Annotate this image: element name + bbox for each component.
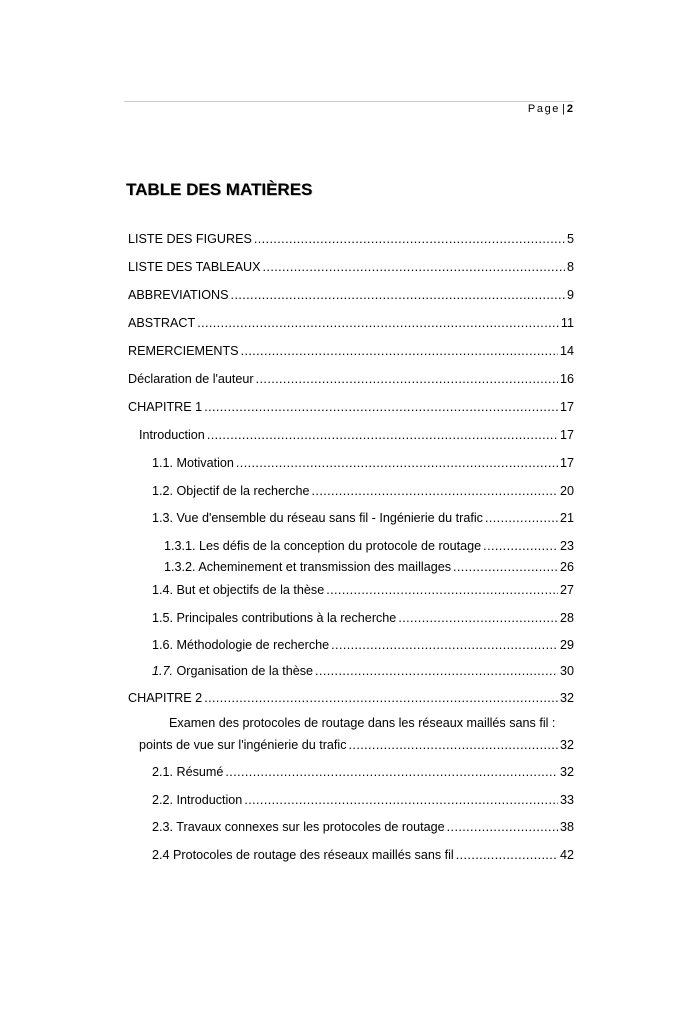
toc-entry-2-2[interactable]: 2.2. Introduction ..... 33 bbox=[152, 793, 574, 808]
section-number: 1.7. bbox=[152, 664, 174, 678]
dot-leader bbox=[256, 372, 558, 387]
dot-leader bbox=[241, 344, 558, 359]
toc-entry-line-1: Examen des protocoles de routage dans les réseaux maillés sans fil : bbox=[169, 716, 556, 730]
toc-entry-liste-des-tableaux[interactable]: LISTE DES TABLEAUX ..... 8 bbox=[128, 260, 574, 275]
toc-entry-1-3[interactable]: 1.3. Vue d'ensemble du réseau sans fil - Ingénierie du trafic ..... 21 bbox=[152, 511, 574, 526]
toc-title: TABLE DES MATIÈRES bbox=[126, 180, 313, 199]
toc-entry-1-3-1[interactable]: 1.3.1. Les défis de la conception du protocole de routage ..... 23 bbox=[164, 539, 574, 554]
toc-page-number: 17 bbox=[559, 428, 574, 442]
toc-entry-examen-protocoles[interactable] bbox=[139, 716, 574, 753]
toc-page-number: 29 bbox=[559, 638, 574, 652]
dot-leader bbox=[197, 316, 559, 331]
dot-leader bbox=[398, 611, 558, 626]
dot-leader bbox=[483, 539, 558, 554]
dot-leader bbox=[244, 793, 558, 808]
toc-page-number: 5 bbox=[566, 232, 574, 246]
toc-entry-2-3[interactable]: 2.3. Travaux connexes sur les protocoles de routage ..... 38 bbox=[152, 820, 574, 835]
page-label: Page bbox=[527, 103, 561, 115]
dot-leader bbox=[254, 232, 565, 247]
toc-entry-liste-des-figures[interactable]: LISTE DES FIGURES ..... 5 bbox=[128, 232, 574, 247]
toc-page-number: 42 bbox=[559, 848, 574, 862]
toc-entry-2-1[interactable]: 2.1. Résumé ..... 32 bbox=[152, 765, 574, 780]
toc-entry-2-4[interactable]: 2.4 Protocoles de routage des réseaux maillés sans fil ..... 42 bbox=[152, 848, 574, 863]
page-separator: | bbox=[562, 103, 565, 115]
toc-entry-1-3-2[interactable]: 1.3.2. Acheminement et transmission des maillages ..... 26 bbox=[164, 560, 574, 575]
dot-leader bbox=[263, 260, 565, 275]
toc-entry-introduction[interactable]: Introduction ..... 17 bbox=[139, 428, 574, 443]
toc-page-number: 30 bbox=[559, 664, 574, 678]
toc-page-number: 32 bbox=[559, 691, 574, 705]
dot-leader bbox=[312, 484, 558, 499]
toc-entry-chapitre-2[interactable]: CHAPITRE 2 ..... 32 bbox=[128, 691, 574, 706]
toc-page-number: 21 bbox=[559, 511, 574, 525]
toc-page-number: 17 bbox=[559, 400, 574, 414]
dot-leader bbox=[326, 583, 558, 598]
toc-entry-chapitre-1[interactable]: CHAPITRE 1 ..... 17 bbox=[128, 400, 574, 415]
toc-entry-1-4[interactable]: 1.4. But et objectifs de la thèse ..... 27 bbox=[152, 583, 574, 598]
toc-page-number: 26 bbox=[559, 560, 574, 574]
dot-leader bbox=[315, 664, 558, 679]
dot-leader bbox=[331, 638, 558, 653]
dot-leader bbox=[207, 428, 558, 443]
toc-entry-line-2: points de vue sur l'ingénierie du trafic bbox=[139, 738, 347, 752]
toc-entry-declaration[interactable]: Déclaration de l'auteur ..... 16 bbox=[128, 372, 574, 387]
dot-leader bbox=[456, 848, 558, 863]
toc-entry-1-2[interactable]: 1.2. Objectif de la recherche ..... 20 bbox=[152, 484, 574, 499]
toc-entry-1-5[interactable]: 1.5. Principales contributions à la recherche ..... 28 bbox=[152, 611, 574, 626]
toc-page-number: 17 bbox=[559, 456, 574, 470]
toc-entry-1-7[interactable]: 1.7. Organisation de la thèse ..... 30 bbox=[152, 664, 574, 679]
dot-leader bbox=[349, 738, 558, 753]
dot-leader bbox=[236, 456, 558, 471]
page-number-value: 2 bbox=[566, 103, 573, 115]
toc-entry-1-6[interactable]: 1.6. Méthodologie de recherche ..... 29 bbox=[152, 638, 574, 653]
toc-page-number: 23 bbox=[559, 539, 574, 553]
toc-page-number: 38 bbox=[559, 820, 574, 834]
toc-page-number: 16 bbox=[559, 372, 574, 386]
dot-leader bbox=[231, 288, 565, 303]
toc-page-number: 9 bbox=[566, 288, 574, 302]
dot-leader bbox=[485, 511, 558, 526]
toc-entry-abstract[interactable]: ABSTRACT ..... 11 bbox=[128, 316, 574, 331]
dot-leader bbox=[204, 691, 558, 706]
toc-page-number: 20 bbox=[559, 484, 574, 498]
toc-page-number: 33 bbox=[559, 793, 574, 807]
toc-page-number: 27 bbox=[559, 583, 574, 597]
dot-leader bbox=[453, 560, 558, 575]
toc-page-number: 32 bbox=[559, 765, 574, 779]
toc-entry-abbreviations[interactable]: ABBREVIATIONS ..... 9 bbox=[128, 288, 574, 303]
toc-page-number: 32 bbox=[559, 738, 574, 752]
dot-leader bbox=[204, 400, 558, 415]
dot-leader bbox=[225, 765, 558, 780]
toc-entry-remerciements[interactable]: REMERCIEMENTS ..... 14 bbox=[128, 344, 574, 359]
toc-page-number: 8 bbox=[566, 260, 574, 274]
toc-page-number: 28 bbox=[559, 611, 574, 625]
dot-leader bbox=[447, 820, 558, 835]
toc-page-number: 11 bbox=[560, 316, 574, 330]
toc-page-number: 14 bbox=[559, 344, 574, 358]
toc-entry-1-1[interactable]: 1.1. Motivation ..... 17 bbox=[152, 456, 574, 471]
